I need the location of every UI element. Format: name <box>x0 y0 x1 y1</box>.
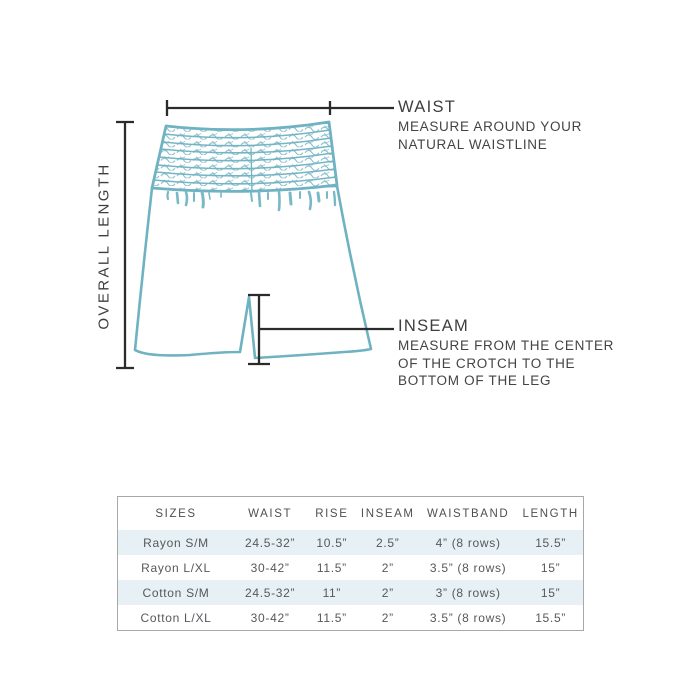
header-row <box>118 497 584 531</box>
size-table-header <box>118 497 584 531</box>
cell-inseam: 2” <box>381 585 394 600</box>
cell-size: Rayon L/XL <box>141 560 211 575</box>
table-row-rayon-lxl <box>118 555 584 580</box>
inseam-description-line: BOTTOM OF THE LEG <box>398 373 552 388</box>
cell-waist: 24.5-32” <box>244 535 296 550</box>
waist-description-line: NATURAL WAISTLINE <box>398 136 548 152</box>
cell-inseam: 2” <box>381 560 394 575</box>
shorts-legs <box>135 186 371 358</box>
cell-length: 15” <box>540 585 561 600</box>
inseam-description-line: MEASURE FROM THE CENTER <box>398 338 615 353</box>
column-header-inseam: INSEAM <box>360 507 415 520</box>
size-table-body <box>118 530 584 631</box>
overall-length-measure-line <box>116 122 134 368</box>
cell-size: Cotton S/M <box>142 585 210 600</box>
table-row-cotton-sm <box>118 580 584 605</box>
overall-length-label: OVERALL LENGTH <box>95 162 113 330</box>
cell-waist: 24.5-32” <box>244 585 296 600</box>
table-row-rayon-sm <box>118 530 584 555</box>
size-table <box>117 496 584 631</box>
cell-length: 15.5” <box>535 535 567 550</box>
cell-inseam: 2” <box>381 610 394 625</box>
cell-size: Cotton L/XL <box>140 610 212 625</box>
inseam-label: INSEAM <box>398 317 470 335</box>
cell-length: 15” <box>540 560 561 575</box>
column-header-waist: WAIST <box>248 507 293 520</box>
waist-label: WAIST <box>398 98 457 116</box>
cell-rise: 10.5” <box>316 535 348 550</box>
inseam-description <box>398 337 614 390</box>
cell-size: Rayon S/M <box>143 535 209 550</box>
waist-callout <box>398 100 582 153</box>
cell-rise: 11.5” <box>316 610 347 625</box>
cell-waist: 30-42” <box>250 610 290 625</box>
column-header-waistband: WAISTBAND <box>426 507 510 520</box>
cell-waist: 30-42” <box>250 560 290 575</box>
waist-description <box>398 118 582 153</box>
waist-description-line: MEASURE AROUND YOUR <box>398 119 583 134</box>
cell-rise: 11.5” <box>316 560 347 575</box>
column-header-length: LENGTH <box>522 507 579 520</box>
cell-waistband: 3” (8 rows) <box>435 585 501 600</box>
cell-waistband: 3.5” (8 rows) <box>429 560 507 575</box>
cell-rise: 11” <box>322 585 342 600</box>
column-header-rise: RISE <box>315 507 349 520</box>
cell-length: 15.5” <box>535 610 567 625</box>
table-row-cotton-lxl <box>118 605 584 631</box>
inseam-description-line: OF THE CROTCH TO THE <box>398 355 576 371</box>
waist-measure-line <box>167 100 394 116</box>
column-header-sizes: SIZES <box>155 507 197 520</box>
cell-waistband: 3.5” (8 rows) <box>429 610 507 625</box>
inseam-callout <box>398 319 614 390</box>
cell-waistband: 4” (8 rows) <box>435 535 501 550</box>
cell-inseam: 2.5” <box>376 535 400 550</box>
